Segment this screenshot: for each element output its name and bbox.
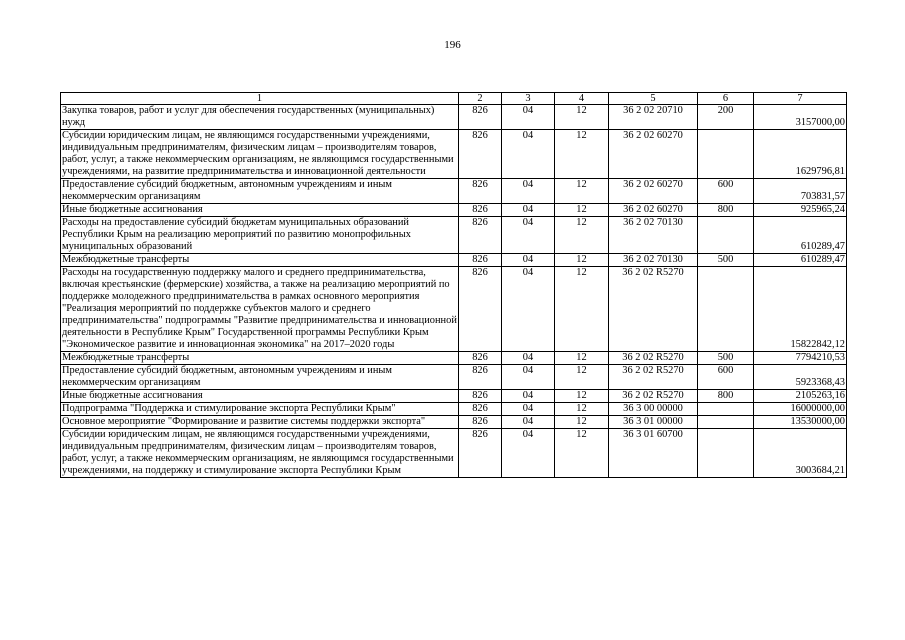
section-code: 04: [502, 254, 555, 267]
row-name: Межбюджетные трансферты: [61, 352, 459, 365]
subsection-code: 12: [555, 217, 609, 254]
target-article-code: 36 3 01 00000: [609, 416, 698, 429]
target-article-code: 36 2 02 70130: [609, 217, 698, 254]
expense-type-code: 800: [698, 204, 754, 217]
table-row: [61, 429, 847, 478]
expense-type-code: [698, 416, 754, 429]
subsection-code: 12: [555, 204, 609, 217]
target-article-code: 36 3 01 60700: [609, 429, 698, 478]
table-row: [61, 352, 847, 365]
expense-type-code: 800: [698, 390, 754, 403]
row-name: Основное мероприятие "Формирование и развитие системы поддержки экспорта": [61, 416, 459, 429]
expense-type-code: [698, 267, 754, 352]
column-header: 4: [555, 93, 609, 105]
section-code: 04: [502, 204, 555, 217]
expense-type-code: 600: [698, 365, 754, 390]
expense-type-code: [698, 217, 754, 254]
amount: 2105263,16: [754, 390, 847, 403]
expense-type-code: 500: [698, 254, 754, 267]
table-row: [61, 130, 847, 179]
page-number: 196: [444, 39, 461, 51]
ministry-code: 826: [459, 254, 502, 267]
table-row: [61, 365, 847, 390]
column-header: 1: [61, 93, 459, 105]
row-name: Закупка товаров, работ и услуг для обеспечения государственных (муниципальных) нужд: [61, 105, 459, 130]
amount: 16000000,00: [754, 403, 847, 416]
ministry-code: 826: [459, 352, 502, 365]
section-code: 04: [502, 179, 555, 204]
row-name: Субсидии юридическим лицам, не являющимся государственными учреждениями, индивидуальным предпринимателям, физическим лицам – производителям товаров, работ, услуг, а также некоммерческим организациям, не являющимся государственными учреждениями, на развитие предпринимательства и инновационной деятельности: [61, 130, 459, 179]
target-article-code: 36 2 02 70130: [609, 254, 698, 267]
target-article-code: 36 2 02 60270: [609, 204, 698, 217]
ministry-code: 826: [459, 105, 502, 130]
expense-type-code: [698, 429, 754, 478]
section-code: 04: [502, 105, 555, 130]
amount: 1629796,81: [754, 130, 847, 179]
target-article-code: 36 2 02 R5270: [609, 365, 698, 390]
subsection-code: 12: [555, 403, 609, 416]
ministry-code: 826: [459, 179, 502, 204]
subsection-code: 12: [555, 267, 609, 352]
amount: 925965,24: [754, 204, 847, 217]
amount: 7794210,53: [754, 352, 847, 365]
table-row: [61, 105, 847, 130]
table-row: [61, 204, 847, 217]
expense-type-code: 200: [698, 105, 754, 130]
subsection-code: 12: [555, 365, 609, 390]
row-name: Иные бюджетные ассигнования: [61, 204, 459, 217]
subsection-code: 12: [555, 416, 609, 429]
target-article-code: 36 2 02 R5270: [609, 390, 698, 403]
ministry-code: 826: [459, 130, 502, 179]
amount: 3157000,00: [754, 105, 847, 130]
subsection-code: 12: [555, 130, 609, 179]
ministry-code: 826: [459, 403, 502, 416]
target-article-code: 36 2 02 R5270: [609, 267, 698, 352]
column-header: 7: [754, 93, 847, 105]
section-code: 04: [502, 365, 555, 390]
amount: 610289,47: [754, 254, 847, 267]
section-code: 04: [502, 416, 555, 429]
table-row: [61, 267, 847, 352]
expense-type-code: [698, 403, 754, 416]
subsection-code: 12: [555, 390, 609, 403]
amount: 703831,57: [754, 179, 847, 204]
section-code: 04: [502, 352, 555, 365]
column-header: 2: [459, 93, 502, 105]
ministry-code: 826: [459, 429, 502, 478]
target-article-code: 36 3 00 00000: [609, 403, 698, 416]
amount: 5923368,43: [754, 365, 847, 390]
section-code: 04: [502, 429, 555, 478]
section-code: 04: [502, 130, 555, 179]
amount: 610289,47: [754, 217, 847, 254]
table-row: [61, 217, 847, 254]
expense-type-code: 600: [698, 179, 754, 204]
section-code: 04: [502, 267, 555, 352]
subsection-code: 12: [555, 429, 609, 478]
amount: 3003684,21: [754, 429, 847, 478]
ministry-code: 826: [459, 204, 502, 217]
budget-table: [60, 92, 847, 478]
amount: 13530000,00: [754, 416, 847, 429]
section-code: 04: [502, 217, 555, 254]
subsection-code: 12: [555, 179, 609, 204]
ministry-code: 826: [459, 416, 502, 429]
target-article-code: 36 2 02 20710: [609, 105, 698, 130]
column-header: 5: [609, 93, 698, 105]
row-name: Предоставление субсидий бюджетным, автономным учреждениям и иным некоммерческим организациям: [61, 179, 459, 204]
target-article-code: 36 2 02 60270: [609, 179, 698, 204]
amount: 15822842,12: [754, 267, 847, 352]
row-name: Субсидии юридическим лицам, не являющимся государственными учреждениями, индивидуальным предпринимателям, физическим лицам – производителям товаров, работ, услуг, а также некоммерческим организациям, не являющимся государственными учреждениями, на поддержку и стимулирование экспорта Республики Крым: [61, 429, 459, 478]
row-name: Иные бюджетные ассигнования: [61, 390, 459, 403]
expense-type-code: 500: [698, 352, 754, 365]
expense-type-code: [698, 130, 754, 179]
row-name: Межбюджетные трансферты: [61, 254, 459, 267]
table-row: [61, 403, 847, 416]
ministry-code: 826: [459, 365, 502, 390]
table-row: [61, 416, 847, 429]
target-article-code: 36 2 02 60270: [609, 130, 698, 179]
row-name: Расходы на государственную поддержку малого и среднего предпринимательства, включая крестьянские (фермерские) хозяйства, а также на реализацию мероприятий по поддержке молодежного предпринимательства в рамках основного мероприятия "Реализация мероприятий по поддержке субъектов малого и среднего предпринимательства" подпрограммы "Развитие предпринимательства и инновационной деятельности в Республике Крым" Государственной программы Республики Крым "Экономическое развитие и инновационная экономика" на 2017–2020 годы: [62, 267, 457, 350]
table-row: [61, 179, 847, 204]
ministry-code: 826: [459, 390, 502, 403]
column-header: 6: [698, 93, 754, 105]
section-code: 04: [502, 390, 555, 403]
section-code: 04: [502, 403, 555, 416]
row-name: Подпрограмма "Поддержка и стимулирование экспорта Республики Крым": [61, 403, 459, 416]
table-row: [61, 254, 847, 267]
column-header: 3: [502, 93, 555, 105]
table-header-row: [61, 93, 847, 105]
table-row: [61, 390, 847, 403]
subsection-code: 12: [555, 352, 609, 365]
target-article-code: 36 2 02 R5270: [609, 352, 698, 365]
ministry-code: 826: [459, 217, 502, 254]
ministry-code: 826: [459, 267, 502, 352]
row-name: Предоставление субсидий бюджетным, автономным учреждениям и иным некоммерческим организациям: [61, 365, 459, 390]
row-name: Расходы на предоставление субсидий бюджетам муниципальных образований Республики Крым на реализацию мероприятий по развитию монопрофильных муниципальных образований: [61, 217, 459, 254]
subsection-code: 12: [555, 254, 609, 267]
subsection-code: 12: [555, 105, 609, 130]
